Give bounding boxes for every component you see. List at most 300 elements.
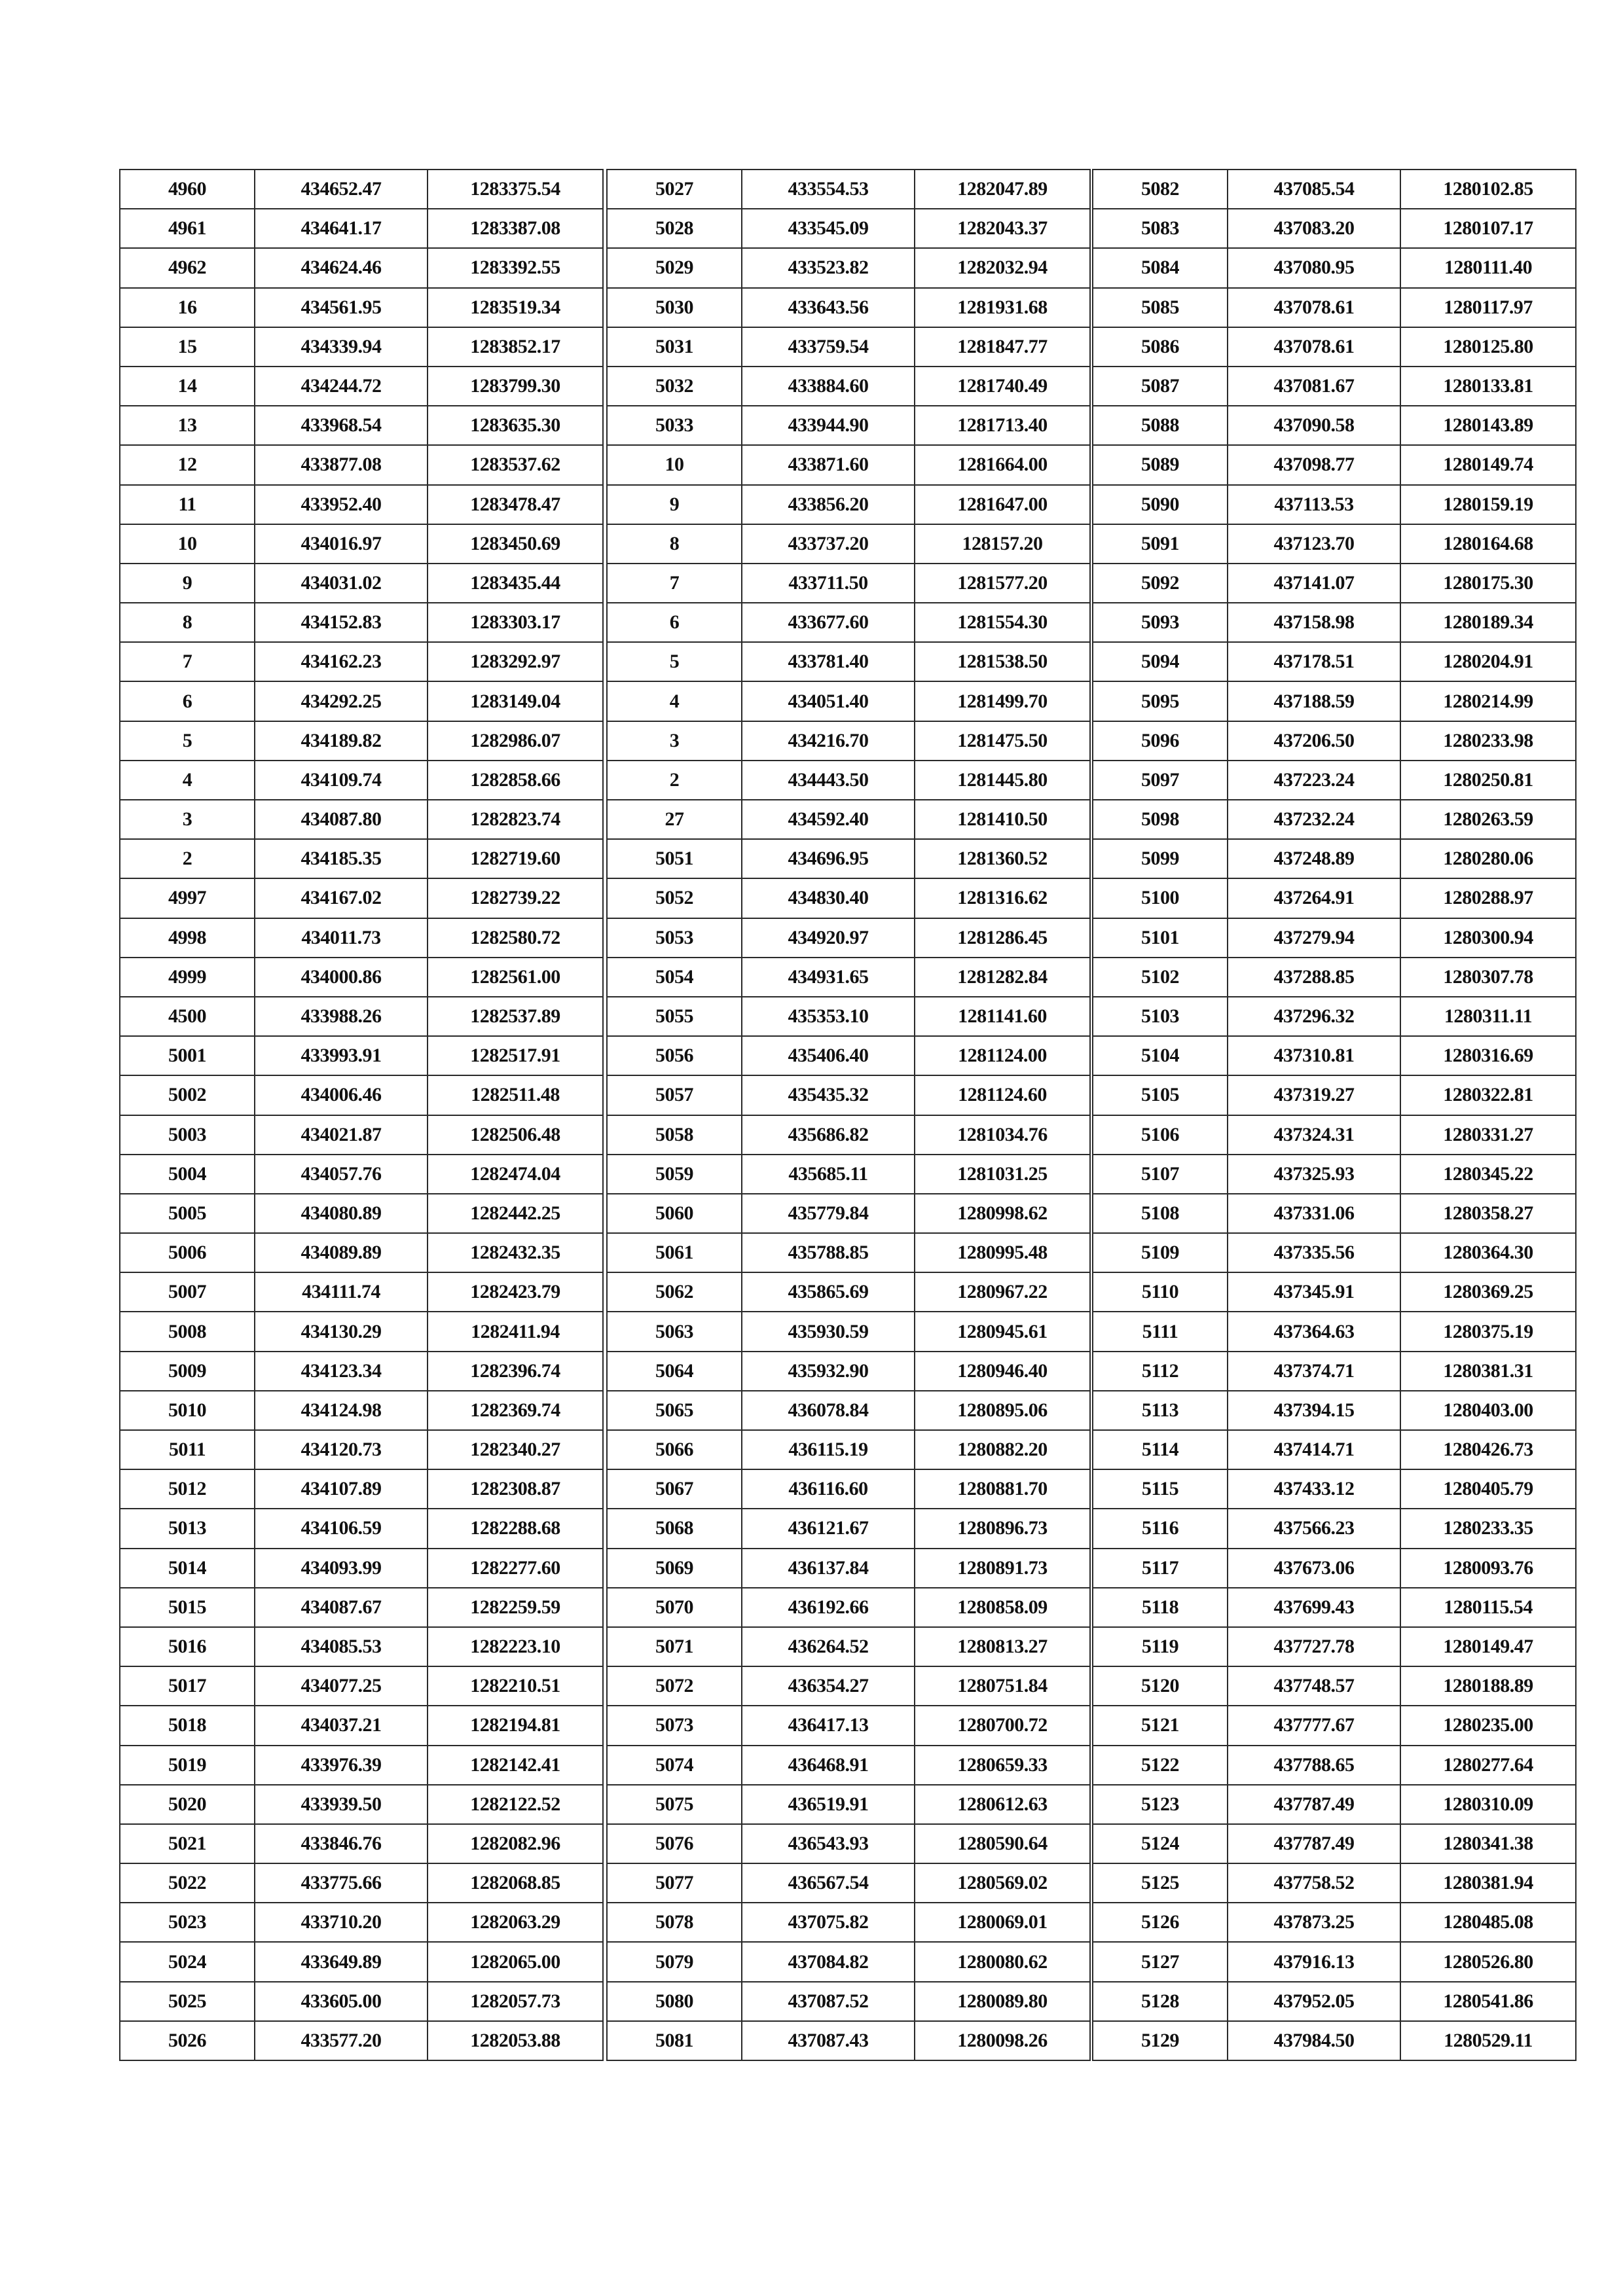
point-id-cell: 5031 (607, 327, 742, 367)
table-row (120, 1903, 603, 1942)
table-row (120, 1509, 603, 1548)
y-coordinate-cell: 1282277.60 (428, 1549, 603, 1588)
point-id-cell: 5068 (607, 1509, 742, 1548)
point-id-cell: 5024 (120, 1942, 255, 1981)
x-coordinate-cell: 433939.50 (255, 1785, 428, 1824)
y-coordinate-cell: 1280133.81 (1400, 367, 1576, 406)
y-coordinate-cell: 1281410.50 (915, 800, 1090, 839)
y-coordinate-cell: 1282561.00 (428, 958, 603, 997)
x-coordinate-cell: 437188.59 (1228, 681, 1400, 721)
y-coordinate-cell: 1282340.27 (428, 1430, 603, 1469)
x-coordinate-cell: 437206.50 (1228, 721, 1400, 761)
point-id-cell: 5109 (1093, 1233, 1228, 1272)
point-id-cell: 3 (607, 721, 742, 761)
table-row (120, 170, 603, 209)
panel-2-body (607, 170, 1090, 2060)
table-row (1093, 524, 1576, 564)
y-coordinate-cell: 1280093.76 (1400, 1549, 1576, 1588)
point-id-cell: 5053 (607, 918, 742, 958)
table-row (1093, 1942, 1576, 1981)
point-id-cell: 7 (607, 564, 742, 603)
x-coordinate-cell: 437264.91 (1228, 878, 1400, 918)
x-coordinate-cell: 434931.65 (742, 958, 915, 997)
point-id-cell: 7 (120, 642, 255, 681)
point-id-cell: 4960 (120, 170, 255, 209)
x-coordinate-cell: 434339.94 (255, 327, 428, 367)
x-coordinate-cell: 434016.97 (255, 524, 428, 564)
x-coordinate-cell: 437248.89 (1228, 839, 1400, 878)
table-row (1093, 1903, 1576, 1942)
table-row (120, 2021, 603, 2060)
table-row (607, 1863, 1090, 1903)
table-row (607, 1785, 1090, 1824)
table-row (607, 721, 1090, 761)
point-id-cell: 5087 (1093, 367, 1228, 406)
table-row (607, 170, 1090, 209)
point-id-cell: 5099 (1093, 839, 1228, 878)
x-coordinate-cell: 437788.65 (1228, 1746, 1400, 1785)
y-coordinate-cell: 1283387.08 (428, 209, 603, 248)
y-coordinate-cell: 1281316.62 (915, 878, 1090, 918)
table-row (607, 327, 1090, 367)
y-coordinate-cell: 1283303.17 (428, 603, 603, 642)
y-coordinate-cell: 1280967.22 (915, 1272, 1090, 1312)
x-coordinate-cell: 433884.60 (742, 367, 915, 406)
x-coordinate-cell: 434696.95 (742, 839, 915, 878)
x-coordinate-cell: 434292.25 (255, 681, 428, 721)
y-coordinate-cell: 1282032.94 (915, 248, 1090, 287)
x-coordinate-cell: 434244.72 (255, 367, 428, 406)
point-id-cell: 5121 (1093, 1706, 1228, 1745)
point-id-cell: 5017 (120, 1666, 255, 1706)
y-coordinate-cell: 1280526.80 (1400, 1942, 1576, 1981)
table-row (607, 997, 1090, 1036)
x-coordinate-cell: 434077.25 (255, 1666, 428, 1706)
table-row (607, 406, 1090, 445)
point-id-cell: 4961 (120, 209, 255, 248)
y-coordinate-cell: 1280541.86 (1400, 1982, 1576, 2021)
x-coordinate-cell: 433677.60 (742, 603, 915, 642)
x-coordinate-cell: 434561.95 (255, 288, 428, 327)
table-row (120, 839, 603, 878)
point-id-cell: 5104 (1093, 1036, 1228, 1075)
point-id-cell: 5056 (607, 1036, 742, 1075)
table-row (607, 1115, 1090, 1155)
point-id-cell: 5007 (120, 1272, 255, 1312)
y-coordinate-cell: 1280233.98 (1400, 721, 1576, 761)
table-row (1093, 1785, 1576, 1824)
table-row (607, 1509, 1090, 1548)
table-row (1093, 406, 1576, 445)
y-coordinate-cell: 1281647.00 (915, 485, 1090, 524)
y-coordinate-cell: 1282474.04 (428, 1155, 603, 1194)
point-id-cell: 5011 (120, 1430, 255, 1469)
y-coordinate-cell: 1282511.48 (428, 1075, 603, 1115)
y-coordinate-cell: 1282369.74 (428, 1391, 603, 1430)
table-row (120, 524, 603, 564)
point-id-cell: 5054 (607, 958, 742, 997)
y-coordinate-cell: 1282823.74 (428, 800, 603, 839)
table-row (607, 1194, 1090, 1233)
table-row (1093, 1115, 1576, 1155)
point-id-cell: 5055 (607, 997, 742, 1036)
point-id-cell: 5092 (1093, 564, 1228, 603)
table-row (120, 1588, 603, 1627)
table-row (1093, 997, 1576, 1036)
y-coordinate-cell: 1282517.91 (428, 1036, 603, 1075)
point-id-cell: 4999 (120, 958, 255, 997)
point-id-cell: 5061 (607, 1233, 742, 1272)
point-id-cell: 5095 (1093, 681, 1228, 721)
x-coordinate-cell: 437325.93 (1228, 1155, 1400, 1194)
y-coordinate-cell: 1281141.60 (915, 997, 1090, 1036)
x-coordinate-cell: 434216.70 (742, 721, 915, 761)
x-coordinate-cell: 434085.53 (255, 1627, 428, 1666)
table-row (120, 406, 603, 445)
y-coordinate-cell: 1280311.11 (1400, 997, 1576, 1036)
y-coordinate-cell: 1280263.59 (1400, 800, 1576, 839)
y-coordinate-cell: 1281475.50 (915, 721, 1090, 761)
point-id-cell: 5015 (120, 1588, 255, 1627)
y-coordinate-cell: 1281931.68 (915, 288, 1090, 327)
x-coordinate-cell: 436192.66 (742, 1588, 915, 1627)
x-coordinate-cell: 433737.20 (742, 524, 915, 564)
y-coordinate-cell: 1280998.62 (915, 1194, 1090, 1233)
x-coordinate-cell: 437083.20 (1228, 209, 1400, 248)
point-id-cell: 5006 (120, 1233, 255, 1272)
table-row (607, 1391, 1090, 1430)
table-row (1093, 1312, 1576, 1351)
table-row (607, 1036, 1090, 1075)
y-coordinate-cell: 1281847.77 (915, 327, 1090, 367)
x-coordinate-cell: 437319.27 (1228, 1075, 1400, 1115)
x-coordinate-cell: 436137.84 (742, 1549, 915, 1588)
table-row (120, 1272, 603, 1312)
point-id-cell: 5105 (1093, 1075, 1228, 1115)
table-row (120, 1036, 603, 1075)
x-coordinate-cell: 434111.74 (255, 1272, 428, 1312)
table-row (1093, 642, 1576, 681)
point-id-cell: 5057 (607, 1075, 742, 1115)
table-row (120, 1155, 603, 1194)
y-coordinate-cell: 1280214.99 (1400, 681, 1576, 721)
table-row (607, 1549, 1090, 1588)
point-id-cell: 5018 (120, 1706, 255, 1745)
point-id-cell: 5119 (1093, 1627, 1228, 1666)
x-coordinate-cell: 437345.91 (1228, 1272, 1400, 1312)
table-row (607, 800, 1090, 839)
point-id-cell: 5081 (607, 2021, 742, 2060)
point-id-cell: 5032 (607, 367, 742, 406)
y-coordinate-cell: 1282739.22 (428, 878, 603, 918)
point-id-cell: 5108 (1093, 1194, 1228, 1233)
table-row (120, 1430, 603, 1469)
point-id-cell: 15 (120, 327, 255, 367)
y-coordinate-cell: 1280405.79 (1400, 1469, 1576, 1509)
y-coordinate-cell: 1280149.47 (1400, 1627, 1576, 1666)
table-row (1093, 1352, 1576, 1391)
y-coordinate-cell: 1280164.68 (1400, 524, 1576, 564)
x-coordinate-cell: 437984.50 (1228, 2021, 1400, 2060)
point-id-cell: 9 (607, 485, 742, 524)
table-row (120, 721, 603, 761)
table-row (120, 1824, 603, 1863)
point-id-cell: 8 (120, 603, 255, 642)
x-coordinate-cell: 437090.58 (1228, 406, 1400, 445)
y-coordinate-cell: 1282063.29 (428, 1903, 603, 1942)
x-coordinate-cell: 437085.54 (1228, 170, 1400, 209)
point-id-cell: 5075 (607, 1785, 742, 1824)
point-id-cell: 5103 (1093, 997, 1228, 1036)
point-id-cell: 5100 (1093, 878, 1228, 918)
point-id-cell: 4962 (120, 248, 255, 287)
table-row (1093, 1155, 1576, 1194)
y-coordinate-cell: 1280331.27 (1400, 1115, 1576, 1155)
table-row (607, 2021, 1090, 2060)
point-id-cell: 4 (120, 761, 255, 800)
x-coordinate-cell: 435779.84 (742, 1194, 915, 1233)
x-coordinate-cell: 437075.82 (742, 1903, 915, 1942)
table-row (120, 485, 603, 524)
x-coordinate-cell: 434920.97 (742, 918, 915, 958)
y-coordinate-cell: 1280375.19 (1400, 1312, 1576, 1351)
x-coordinate-cell: 433871.60 (742, 445, 915, 484)
x-coordinate-cell: 437098.77 (1228, 445, 1400, 484)
y-coordinate-cell: 1280403.00 (1400, 1391, 1576, 1430)
table-row (1093, 958, 1576, 997)
y-coordinate-cell: 1280175.30 (1400, 564, 1576, 603)
y-coordinate-cell: 1280322.81 (1400, 1075, 1576, 1115)
y-coordinate-cell: 1283537.62 (428, 445, 603, 484)
table-row (1093, 839, 1576, 878)
table-row (607, 367, 1090, 406)
point-id-cell: 5125 (1093, 1863, 1228, 1903)
y-coordinate-cell: 1280288.97 (1400, 878, 1576, 918)
point-id-cell: 5062 (607, 1272, 742, 1312)
y-coordinate-cell: 1282082.96 (428, 1824, 603, 1863)
point-id-cell: 5098 (1093, 800, 1228, 839)
y-coordinate-cell: 1280569.02 (915, 1863, 1090, 1903)
point-id-cell: 5014 (120, 1549, 255, 1588)
x-coordinate-cell: 434167.02 (255, 878, 428, 918)
y-coordinate-cell: 1280080.62 (915, 1942, 1090, 1981)
y-coordinate-cell: 1280310.09 (1400, 1785, 1576, 1824)
y-coordinate-cell: 1280751.84 (915, 1666, 1090, 1706)
point-id-cell: 5085 (1093, 288, 1228, 327)
point-id-cell: 4997 (120, 878, 255, 918)
x-coordinate-cell: 437916.13 (1228, 1942, 1400, 1981)
table-row (1093, 485, 1576, 524)
y-coordinate-cell: 1280995.48 (915, 1233, 1090, 1272)
y-coordinate-cell: 1280381.94 (1400, 1863, 1576, 1903)
point-id-cell: 5122 (1093, 1746, 1228, 1785)
x-coordinate-cell: 437123.70 (1228, 524, 1400, 564)
x-coordinate-cell: 437364.63 (1228, 1312, 1400, 1351)
x-coordinate-cell: 437787.49 (1228, 1824, 1400, 1863)
y-coordinate-cell: 1283450.69 (428, 524, 603, 564)
x-coordinate-cell: 434051.40 (742, 681, 915, 721)
y-coordinate-cell: 1281664.00 (915, 445, 1090, 484)
x-coordinate-cell: 437566.23 (1228, 1509, 1400, 1548)
y-coordinate-cell: 1282411.94 (428, 1312, 603, 1351)
x-coordinate-cell: 437952.05 (1228, 1982, 1400, 2021)
point-id-cell: 5074 (607, 1746, 742, 1785)
x-coordinate-cell: 437087.43 (742, 2021, 915, 2060)
table-row (607, 1155, 1090, 1194)
table-row (1093, 248, 1576, 287)
point-id-cell: 5124 (1093, 1824, 1228, 1863)
x-coordinate-cell: 433877.08 (255, 445, 428, 484)
table-row (1093, 564, 1576, 603)
point-id-cell: 5102 (1093, 958, 1228, 997)
table-row (1093, 761, 1576, 800)
point-id-cell: 5096 (1093, 721, 1228, 761)
point-id-cell: 8 (607, 524, 742, 564)
y-coordinate-cell: 1280111.40 (1400, 248, 1576, 287)
point-id-cell: 5118 (1093, 1588, 1228, 1627)
table-row (1093, 170, 1576, 209)
y-coordinate-cell: 1280896.73 (915, 1509, 1090, 1548)
table-row (120, 1233, 603, 1272)
coordinate-table-panel-3 (1092, 169, 1577, 2061)
x-coordinate-cell: 437394.15 (1228, 1391, 1400, 1430)
x-coordinate-cell: 433577.20 (255, 2021, 428, 2060)
point-id-cell: 5001 (120, 1036, 255, 1075)
table-row (1093, 288, 1576, 327)
y-coordinate-cell: 1280235.00 (1400, 1706, 1576, 1745)
table-row (607, 1982, 1090, 2021)
x-coordinate-cell: 433976.39 (255, 1746, 428, 1785)
point-id-cell: 5052 (607, 878, 742, 918)
table-row (120, 327, 603, 367)
y-coordinate-cell: 1280117.97 (1400, 288, 1576, 327)
table-row (607, 288, 1090, 327)
table-row (120, 878, 603, 918)
x-coordinate-cell: 434130.29 (255, 1312, 428, 1351)
table-row (1093, 1588, 1576, 1627)
x-coordinate-cell: 437748.57 (1228, 1666, 1400, 1706)
table-row (120, 1666, 603, 1706)
table-row (120, 642, 603, 681)
table-row (120, 1706, 603, 1745)
point-id-cell: 10 (607, 445, 742, 484)
table-row (1093, 1824, 1576, 1863)
y-coordinate-cell: 1280881.70 (915, 1469, 1090, 1509)
point-id-cell: 5086 (1093, 327, 1228, 367)
y-coordinate-cell: 1280204.91 (1400, 642, 1576, 681)
x-coordinate-cell: 436417.13 (742, 1706, 915, 1745)
y-coordinate-cell: 1283392.55 (428, 248, 603, 287)
table-row (607, 958, 1090, 997)
point-id-cell: 5072 (607, 1666, 742, 1706)
y-coordinate-cell: 1280485.08 (1400, 1903, 1576, 1942)
x-coordinate-cell: 433759.54 (742, 327, 915, 367)
y-coordinate-cell: 1280316.69 (1400, 1036, 1576, 1075)
point-id-cell: 5083 (1093, 209, 1228, 248)
point-id-cell: 5073 (607, 1706, 742, 1745)
table-row (120, 1785, 603, 1824)
y-coordinate-cell: 1282308.87 (428, 1469, 603, 1509)
table-row (607, 642, 1090, 681)
y-coordinate-cell: 1280125.80 (1400, 327, 1576, 367)
point-id-cell: 5076 (607, 1824, 742, 1863)
y-coordinate-cell: 1281538.50 (915, 642, 1090, 681)
x-coordinate-cell: 437141.07 (1228, 564, 1400, 603)
table-row (120, 367, 603, 406)
point-id-cell: 5028 (607, 209, 742, 248)
table-row (607, 1430, 1090, 1469)
y-coordinate-cell: 1280813.27 (915, 1627, 1090, 1666)
y-coordinate-cell: 1280895.06 (915, 1391, 1090, 1430)
table-row (120, 958, 603, 997)
x-coordinate-cell: 435865.69 (742, 1272, 915, 1312)
table-row (120, 1942, 603, 1981)
x-coordinate-cell: 437777.67 (1228, 1706, 1400, 1745)
x-coordinate-cell: 434107.89 (255, 1469, 428, 1509)
point-id-cell: 5090 (1093, 485, 1228, 524)
y-coordinate-cell: 1280590.64 (915, 1824, 1090, 1863)
table-row (120, 564, 603, 603)
y-coordinate-cell: 1282065.00 (428, 1942, 603, 1981)
y-coordinate-cell: 1281740.49 (915, 367, 1090, 406)
y-coordinate-cell: 1282432.35 (428, 1233, 603, 1272)
y-coordinate-cell: 1283149.04 (428, 681, 603, 721)
point-id-cell: 5 (120, 721, 255, 761)
table-row (1093, 445, 1576, 484)
point-id-cell: 5111 (1093, 1312, 1228, 1351)
table-row (1093, 1272, 1576, 1312)
point-id-cell: 5058 (607, 1115, 742, 1155)
table-row (607, 248, 1090, 287)
point-id-cell: 5010 (120, 1391, 255, 1430)
table-row (1093, 1627, 1576, 1666)
x-coordinate-cell: 434106.59 (255, 1509, 428, 1548)
point-id-cell: 2 (120, 839, 255, 878)
table-row (607, 1312, 1090, 1351)
point-id-cell: 5070 (607, 1588, 742, 1627)
y-coordinate-cell: 1281286.45 (915, 918, 1090, 958)
y-coordinate-cell: 1280426.73 (1400, 1430, 1576, 1469)
table-row (607, 1588, 1090, 1627)
table-row (1093, 681, 1576, 721)
x-coordinate-cell: 433846.76 (255, 1824, 428, 1863)
point-id-cell: 5120 (1093, 1666, 1228, 1706)
point-id-cell: 5117 (1093, 1549, 1228, 1588)
y-coordinate-cell: 1281034.76 (915, 1115, 1090, 1155)
x-coordinate-cell: 434080.89 (255, 1194, 428, 1233)
y-coordinate-cell: 1283375.54 (428, 170, 603, 209)
table-row (607, 1706, 1090, 1745)
y-coordinate-cell: 1282043.37 (915, 209, 1090, 248)
point-id-cell: 5019 (120, 1746, 255, 1785)
table-row (120, 1194, 603, 1233)
y-coordinate-cell: 1280945.61 (915, 1312, 1090, 1351)
x-coordinate-cell: 437080.95 (1228, 248, 1400, 287)
y-coordinate-cell: 1281499.70 (915, 681, 1090, 721)
y-coordinate-cell: 1280189.34 (1400, 603, 1576, 642)
x-coordinate-cell: 433523.82 (742, 248, 915, 287)
point-id-cell: 5101 (1093, 918, 1228, 958)
table-row (1093, 1075, 1576, 1115)
x-coordinate-cell: 437081.67 (1228, 367, 1400, 406)
y-coordinate-cell: 1280069.01 (915, 1903, 1090, 1942)
point-id-cell: 5097 (1093, 761, 1228, 800)
y-coordinate-cell: 1280700.72 (915, 1706, 1090, 1745)
point-id-cell: 5078 (607, 1903, 742, 1942)
table-row (120, 1115, 603, 1155)
x-coordinate-cell: 437699.43 (1228, 1588, 1400, 1627)
x-coordinate-cell: 433545.09 (742, 209, 915, 248)
